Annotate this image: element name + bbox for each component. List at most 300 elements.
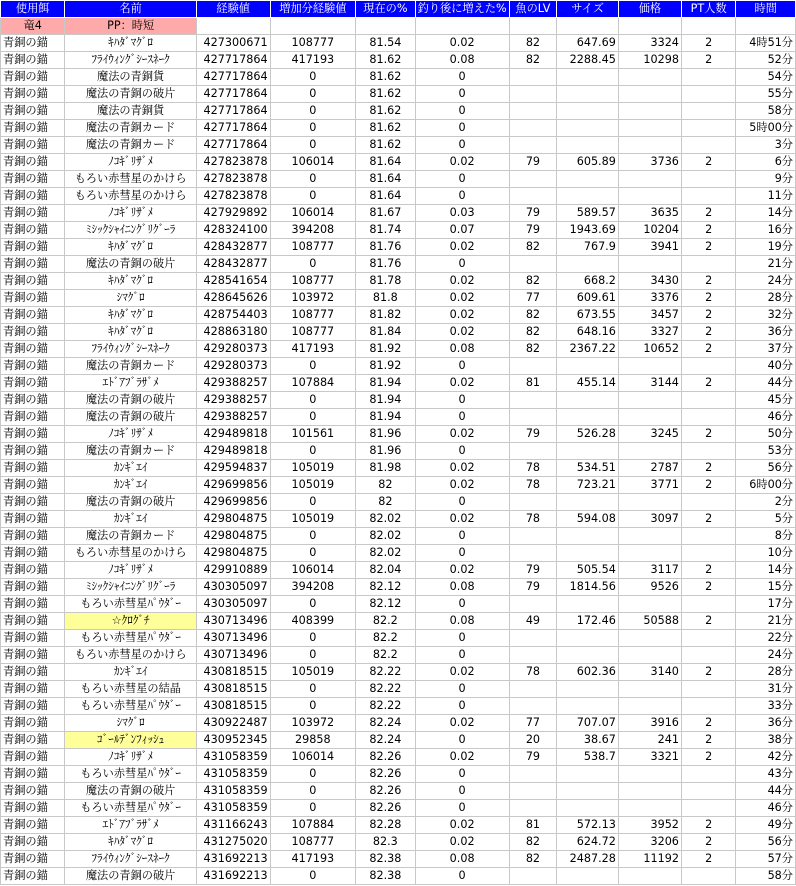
cell-fish-lv[interactable]: 77 [509, 290, 557, 307]
cell-name[interactable]: 魔法の青銅カード [65, 443, 196, 460]
cell-fish-lv[interactable]: 82 [509, 851, 557, 868]
cell-exp[interactable]: 428863180 [196, 324, 270, 341]
cell-exp-gain[interactable]: 0 [270, 137, 355, 154]
cell-time[interactable]: 28分 [736, 290, 796, 307]
cell-pt-count[interactable]: 2 [681, 35, 735, 52]
cell-time[interactable]: 5分 [736, 511, 796, 528]
cell-pct-gain[interactable]: 0.02 [415, 460, 509, 477]
cell-exp-gain[interactable]: 394208 [270, 222, 355, 239]
cell-pct-gain[interactable]: 0 [415, 86, 509, 103]
cell-size[interactable]: 767.9 [557, 239, 619, 256]
cell-exp[interactable]: 429388257 [196, 375, 270, 392]
cell-time[interactable]: 55分 [736, 86, 796, 103]
cell-pt-count[interactable]: 2 [681, 222, 735, 239]
cell-exp-gain[interactable]: 105019 [270, 477, 355, 494]
cell-name[interactable]: 魔法の青銅貨 [65, 103, 196, 120]
cell-fish-lv[interactable] [509, 698, 557, 715]
cell-name[interactable]: もろい赤彗星のかけら [65, 171, 196, 188]
cell-fish-lv[interactable] [509, 256, 557, 273]
cell-current-pct[interactable]: 81.54 [356, 35, 416, 52]
cell-bait[interactable]: 青銅の錨 [1, 494, 65, 511]
cell-exp-gain[interactable]: 105019 [270, 460, 355, 477]
cell-pt-count[interactable]: 2 [681, 477, 735, 494]
cell-exp-gain[interactable]: 0 [270, 358, 355, 375]
cell-exp[interactable]: 427717864 [196, 86, 270, 103]
cell-name[interactable]: ｷﾊﾀﾞﾏｸﾞﾛ [65, 307, 196, 324]
cell-bait[interactable]: 青銅の錨 [1, 749, 65, 766]
cell-exp-gain[interactable]: 0 [270, 630, 355, 647]
cell-exp[interactable]: 430818515 [196, 664, 270, 681]
cell-fish-lv[interactable] [509, 69, 557, 86]
cell-pct-gain[interactable]: 0 [415, 358, 509, 375]
cell-current-pct[interactable]: 82.26 [356, 783, 416, 800]
cell-time[interactable]: 46分 [736, 800, 796, 817]
cell-size[interactable]: 38.67 [557, 732, 619, 749]
cell-name[interactable]: ﾉｺｷﾞﾘｻﾞﾒ [65, 154, 196, 171]
cell-name[interactable]: ｶﾝｷﾞｴｲ [65, 477, 196, 494]
cell-price[interactable]: 3144 [618, 375, 681, 392]
cell-time[interactable]: 46分 [736, 409, 796, 426]
cell-name[interactable]: 魔法の青銅の破片 [65, 494, 196, 511]
cell-price[interactable] [618, 120, 681, 137]
cell-bait[interactable]: 青銅の錨 [1, 86, 65, 103]
cell-size[interactable]: 526.28 [557, 426, 619, 443]
cell-bait[interactable]: 青銅の錨 [1, 324, 65, 341]
cell-current-pct[interactable]: 82.22 [356, 681, 416, 698]
cell-size[interactable] [557, 647, 619, 664]
cell-fish-lv[interactable]: 82 [509, 52, 557, 69]
cell-exp[interactable]: 429594837 [196, 460, 270, 477]
cell-price[interactable] [618, 800, 681, 817]
cell-size[interactable]: 534.51 [557, 460, 619, 477]
cell-exp-gain[interactable]: 107884 [270, 375, 355, 392]
cell-price[interactable] [618, 868, 681, 885]
cell-exp-gain[interactable]: 107884 [270, 817, 355, 834]
cell-current-pct[interactable]: 82.04 [356, 562, 416, 579]
cell-time[interactable]: 50分 [736, 426, 796, 443]
cell-exp[interactable]: 429804875 [196, 545, 270, 562]
cell-exp-gain[interactable]: 0 [270, 868, 355, 885]
cell-exp[interactable]: 427717864 [196, 69, 270, 86]
cell-time[interactable]: 56分 [736, 834, 796, 851]
cell-name[interactable]: もろい赤彗星のかけら [65, 188, 196, 205]
cell-bait[interactable]: 青銅の錨 [1, 766, 65, 783]
cell-fish-lv[interactable]: 81 [509, 817, 557, 834]
header-exp[interactable]: 経験値 [196, 1, 270, 18]
cell[interactable] [557, 18, 619, 35]
cell-time[interactable]: 4時51分 [736, 35, 796, 52]
cell-name[interactable]: ﾉｺｷﾞﾘｻﾞﾒ [65, 205, 196, 222]
cell-exp[interactable]: 428754403 [196, 307, 270, 324]
header-bait[interactable]: 使用餌 [1, 1, 65, 18]
cell-exp-gain[interactable]: 108777 [270, 239, 355, 256]
cell-pt-count[interactable]: 2 [681, 749, 735, 766]
cell-bait[interactable]: 青銅の錨 [1, 307, 65, 324]
cell-pt-count[interactable] [681, 681, 735, 698]
cell-price[interactable] [618, 358, 681, 375]
cell-size[interactable] [557, 443, 619, 460]
cell-time[interactable]: 36分 [736, 324, 796, 341]
cell-exp[interactable]: 428432877 [196, 256, 270, 273]
cell-bait[interactable]: 青銅の錨 [1, 800, 65, 817]
cell-name[interactable]: ﾉｺｷﾞﾘｻﾞﾒ [65, 562, 196, 579]
cell-fish-lv[interactable] [509, 409, 557, 426]
cell-pt-count[interactable]: 2 [681, 426, 735, 443]
cell-pt-count[interactable] [681, 69, 735, 86]
cell-exp-gain[interactable]: 29858 [270, 732, 355, 749]
cell-pct-gain[interactable]: 0 [415, 545, 509, 562]
cell-time[interactable]: 19分 [736, 239, 796, 256]
sub-header-a[interactable]: 竜4 [1, 18, 65, 35]
cell-current-pct[interactable]: 82.28 [356, 817, 416, 834]
header-price[interactable]: 価格 [618, 1, 681, 18]
cell-pt-count[interactable] [681, 256, 735, 273]
cell-price[interactable]: 10298 [618, 52, 681, 69]
cell-fish-lv[interactable]: 78 [509, 511, 557, 528]
cell-size[interactable] [557, 120, 619, 137]
cell-current-pct[interactable]: 81.92 [356, 341, 416, 358]
cell-name[interactable]: 魔法の青銅の破片 [65, 86, 196, 103]
cell-pct-gain[interactable]: 0.02 [415, 273, 509, 290]
cell-pt-count[interactable] [681, 528, 735, 545]
cell-name[interactable]: ﾉｺｷﾞﾘｻﾞﾒ [65, 749, 196, 766]
cell-current-pct[interactable]: 82.26 [356, 749, 416, 766]
cell-current-pct[interactable]: 82 [356, 494, 416, 511]
cell-fish-lv[interactable] [509, 103, 557, 120]
cell-exp[interactable]: 430305097 [196, 596, 270, 613]
cell-fish-lv[interactable]: 79 [509, 749, 557, 766]
cell-exp[interactable]: 431058359 [196, 766, 270, 783]
cell-price[interactable]: 241 [618, 732, 681, 749]
cell-fish-lv[interactable] [509, 868, 557, 885]
cell-current-pct[interactable]: 81.8 [356, 290, 416, 307]
cell-fish-lv[interactable] [509, 86, 557, 103]
cell-exp[interactable]: 429280373 [196, 358, 270, 375]
cell-name[interactable]: ﾐｼｯｸｼｬｲﾆﾝｸﾞﾘｸﾞｰﾗ [65, 579, 196, 596]
cell-time[interactable]: 21分 [736, 256, 796, 273]
cell-exp-gain[interactable]: 0 [270, 409, 355, 426]
cell-price[interactable]: 3457 [618, 307, 681, 324]
cell-bait[interactable]: 青銅の錨 [1, 834, 65, 851]
cell-name[interactable]: 魔法の青銅の破片 [65, 256, 196, 273]
cell-pct-gain[interactable]: 0 [415, 256, 509, 273]
cell-pct-gain[interactable]: 0 [415, 766, 509, 783]
cell-price[interactable]: 3327 [618, 324, 681, 341]
cell-size[interactable]: 594.08 [557, 511, 619, 528]
cell-fish-lv[interactable]: 79 [509, 562, 557, 579]
cell-pct-gain[interactable]: 0 [415, 103, 509, 120]
cell-exp-gain[interactable]: 108777 [270, 273, 355, 290]
cell-size[interactable]: 624.72 [557, 834, 619, 851]
cell-name[interactable]: ﾉｺｷﾞﾘｻﾞﾒ [65, 426, 196, 443]
cell-name[interactable]: もろい赤彗星ﾊﾟｳﾀﾞｰ [65, 630, 196, 647]
cell-price[interactable]: 3430 [618, 273, 681, 290]
cell-bait[interactable]: 青銅の錨 [1, 681, 65, 698]
cell-bait[interactable]: 青銅の錨 [1, 375, 65, 392]
cell-exp-gain[interactable]: 417193 [270, 341, 355, 358]
cell-pct-gain[interactable]: 0.02 [415, 307, 509, 324]
cell-pt-count[interactable] [681, 630, 735, 647]
cell-exp[interactable]: 430818515 [196, 698, 270, 715]
cell-price[interactable]: 3941 [618, 239, 681, 256]
cell-size[interactable] [557, 137, 619, 154]
cell-current-pct[interactable]: 82.26 [356, 800, 416, 817]
cell-time[interactable]: 28分 [736, 664, 796, 681]
cell-pt-count[interactable] [681, 647, 735, 664]
cell[interactable] [618, 18, 681, 35]
cell-size[interactable]: 723.21 [557, 477, 619, 494]
cell-current-pct[interactable]: 82.2 [356, 613, 416, 630]
cell-time[interactable]: 44分 [736, 375, 796, 392]
cell-name[interactable]: 魔法の青銅カード [65, 528, 196, 545]
cell-name[interactable]: 魔法の青銅カード [65, 358, 196, 375]
cell-pt-count[interactable] [681, 766, 735, 783]
cell-exp-gain[interactable]: 0 [270, 443, 355, 460]
cell-bait[interactable]: 青銅の錨 [1, 783, 65, 800]
cell-fish-lv[interactable] [509, 392, 557, 409]
cell-exp[interactable]: 431058359 [196, 783, 270, 800]
cell-size[interactable] [557, 103, 619, 120]
cell-name[interactable]: 魔法の青銅の破片 [65, 409, 196, 426]
cell-time[interactable]: 3分 [736, 137, 796, 154]
cell-exp-gain[interactable]: 0 [270, 120, 355, 137]
cell-name[interactable]: 魔法の青銅カード [65, 120, 196, 137]
cell-bait[interactable]: 青銅の錨 [1, 137, 65, 154]
cell-pct-gain[interactable]: 0 [415, 528, 509, 545]
cell-pt-count[interactable] [681, 545, 735, 562]
cell-exp-gain[interactable]: 0 [270, 545, 355, 562]
cell-fish-lv[interactable]: 82 [509, 341, 557, 358]
cell-name[interactable]: 魔法の青銅貨 [65, 69, 196, 86]
cell-current-pct[interactable]: 82.24 [356, 715, 416, 732]
cell[interactable] [736, 18, 796, 35]
cell-time[interactable]: 15分 [736, 579, 796, 596]
cell-pct-gain[interactable]: 0.07 [415, 222, 509, 239]
cell-current-pct[interactable]: 82.02 [356, 511, 416, 528]
cell-current-pct[interactable]: 82.22 [356, 698, 416, 715]
cell-size[interactable] [557, 698, 619, 715]
cell-pct-gain[interactable]: 0.08 [415, 851, 509, 868]
cell-bait[interactable]: 青銅の錨 [1, 528, 65, 545]
cell-bait[interactable]: 青銅の錨 [1, 511, 65, 528]
cell-exp[interactable]: 429489818 [196, 443, 270, 460]
cell-pt-count[interactable]: 2 [681, 613, 735, 630]
cell-current-pct[interactable]: 81.94 [356, 375, 416, 392]
cell-exp-gain[interactable]: 0 [270, 171, 355, 188]
cell-time[interactable]: 2分 [736, 494, 796, 511]
cell-pt-count[interactable]: 2 [681, 307, 735, 324]
cell-size[interactable] [557, 868, 619, 885]
cell-size[interactable]: 605.89 [557, 154, 619, 171]
header-exp-gain[interactable]: 増加分経験値 [270, 1, 355, 18]
cell-name[interactable]: ｷﾊﾀﾞﾏｸﾞﾛ [65, 273, 196, 290]
cell-size[interactable]: 2367.22 [557, 341, 619, 358]
cell-pt-count[interactable]: 2 [681, 52, 735, 69]
cell-pt-count[interactable]: 2 [681, 664, 735, 681]
cell-bait[interactable]: 青銅の錨 [1, 613, 65, 630]
cell-time[interactable]: 44分 [736, 783, 796, 800]
cell-current-pct[interactable]: 81.64 [356, 171, 416, 188]
sub-header-b[interactable]: PP：時短 [65, 18, 196, 35]
cell-exp-gain[interactable]: 0 [270, 528, 355, 545]
cell-exp-gain[interactable]: 0 [270, 766, 355, 783]
cell-size[interactable] [557, 800, 619, 817]
cell-pt-count[interactable]: 2 [681, 460, 735, 477]
cell-bait[interactable]: 青銅の錨 [1, 273, 65, 290]
cell-time[interactable]: 24分 [736, 647, 796, 664]
cell-price[interactable]: 3736 [618, 154, 681, 171]
cell-exp-gain[interactable]: 0 [270, 800, 355, 817]
cell-current-pct[interactable]: 81.62 [356, 69, 416, 86]
cell-pct-gain[interactable]: 0.02 [415, 239, 509, 256]
cell-fish-lv[interactable] [509, 630, 557, 647]
cell-price[interactable]: 3140 [618, 664, 681, 681]
cell-price[interactable] [618, 256, 681, 273]
cell-bait[interactable]: 青銅の錨 [1, 630, 65, 647]
cell-pct-gain[interactable]: 0.02 [415, 290, 509, 307]
cell-price[interactable] [618, 647, 681, 664]
cell-bait[interactable]: 青銅の錨 [1, 120, 65, 137]
cell-fish-lv[interactable] [509, 528, 557, 545]
cell-time[interactable]: 32分 [736, 307, 796, 324]
cell-time[interactable]: 58分 [736, 103, 796, 120]
cell-exp[interactable]: 429388257 [196, 392, 270, 409]
cell-current-pct[interactable]: 82.22 [356, 664, 416, 681]
cell-size[interactable]: 707.07 [557, 715, 619, 732]
cell-pt-count[interactable]: 2 [681, 273, 735, 290]
cell-current-pct[interactable]: 82.12 [356, 579, 416, 596]
cell-name[interactable]: もろい赤彗星ﾊﾟｳﾀﾞｰ [65, 800, 196, 817]
cell-exp-gain[interactable]: 0 [270, 494, 355, 511]
cell-size[interactable]: 668.2 [557, 273, 619, 290]
cell-pt-count[interactable] [681, 188, 735, 205]
cell-exp-gain[interactable]: 106014 [270, 205, 355, 222]
cell-size[interactable]: 2487.28 [557, 851, 619, 868]
cell-name[interactable]: もろい赤彗星ﾊﾟｳﾀﾞｰ [65, 698, 196, 715]
cell-exp-gain[interactable]: 108777 [270, 307, 355, 324]
cell-name[interactable]: ｴﾄﾞｱﾌﾞﾗｻﾞﾒ [65, 817, 196, 834]
cell-pt-count[interactable] [681, 120, 735, 137]
cell-pct-gain[interactable]: 0 [415, 783, 509, 800]
cell-exp[interactable]: 431692213 [196, 851, 270, 868]
cell-name[interactable]: 魔法の青銅の破片 [65, 868, 196, 885]
cell-exp[interactable]: 429699856 [196, 494, 270, 511]
cell-exp-gain[interactable]: 0 [270, 103, 355, 120]
cell-fish-lv[interactable] [509, 783, 557, 800]
cell-exp-gain[interactable]: 103972 [270, 715, 355, 732]
cell-pt-count[interactable] [681, 494, 735, 511]
cell-time[interactable]: 45分 [736, 392, 796, 409]
cell-size[interactable]: 602.36 [557, 664, 619, 681]
cell-time[interactable]: 38分 [736, 732, 796, 749]
cell-exp-gain[interactable]: 0 [270, 86, 355, 103]
cell-exp[interactable]: 427717864 [196, 52, 270, 69]
cell-exp[interactable]: 428324100 [196, 222, 270, 239]
cell-exp[interactable]: 428645626 [196, 290, 270, 307]
cell-fish-lv[interactable]: 82 [509, 239, 557, 256]
cell-pt-count[interactable] [681, 392, 735, 409]
cell-pct-gain[interactable]: 0.02 [415, 375, 509, 392]
cell-time[interactable]: 57分 [736, 851, 796, 868]
cell-bait[interactable]: 青銅の錨 [1, 341, 65, 358]
cell-bait[interactable]: 青銅の錨 [1, 205, 65, 222]
cell-price[interactable]: 3771 [618, 477, 681, 494]
cell-fish-lv[interactable] [509, 443, 557, 460]
cell-time[interactable]: 54分 [736, 69, 796, 86]
cell-current-pct[interactable]: 82.12 [356, 596, 416, 613]
cell-pct-gain[interactable]: 0 [415, 732, 509, 749]
cell-bait[interactable]: 青銅の錨 [1, 477, 65, 494]
cell-bait[interactable]: 青銅の錨 [1, 35, 65, 52]
cell-pt-count[interactable]: 2 [681, 851, 735, 868]
cell-fish-lv[interactable] [509, 596, 557, 613]
cell-price[interactable] [618, 681, 681, 698]
cell-size[interactable] [557, 494, 619, 511]
cell-current-pct[interactable]: 81.96 [356, 443, 416, 460]
cell-price[interactable] [618, 171, 681, 188]
cell-fish-lv[interactable]: 79 [509, 205, 557, 222]
cell-pct-gain[interactable]: 0.02 [415, 817, 509, 834]
cell-fish-lv[interactable]: 82 [509, 35, 557, 52]
cell-exp[interactable]: 430713496 [196, 613, 270, 630]
cell-exp[interactable]: 430713496 [196, 647, 270, 664]
cell-bait[interactable]: 青銅の錨 [1, 392, 65, 409]
cell-fish-lv[interactable]: 82 [509, 834, 557, 851]
cell-name[interactable]: ☆ｸﾛｸﾞﾁ [65, 613, 196, 630]
cell-exp[interactable]: 427717864 [196, 120, 270, 137]
cell-exp[interactable]: 429280373 [196, 341, 270, 358]
cell-price[interactable]: 3245 [618, 426, 681, 443]
cell-name[interactable]: ｶﾝｷﾞｴｲ [65, 511, 196, 528]
cell-time[interactable]: 17分 [736, 596, 796, 613]
cell-time[interactable]: 24分 [736, 273, 796, 290]
header-size[interactable]: サイズ [557, 1, 619, 18]
cell-size[interactable] [557, 171, 619, 188]
cell-exp-gain[interactable]: 0 [270, 188, 355, 205]
cell[interactable] [270, 18, 355, 35]
cell-pct-gain[interactable]: 0.02 [415, 324, 509, 341]
cell-price[interactable]: 3916 [618, 715, 681, 732]
cell-fish-lv[interactable]: 79 [509, 579, 557, 596]
cell-price[interactable]: 9526 [618, 579, 681, 596]
cell[interactable] [356, 18, 416, 35]
cell-pt-count[interactable] [681, 596, 735, 613]
cell-time[interactable]: 52分 [736, 52, 796, 69]
cell-pct-gain[interactable]: 0 [415, 171, 509, 188]
cell-exp[interactable]: 430713496 [196, 630, 270, 647]
cell-price[interactable] [618, 698, 681, 715]
cell-pct-gain[interactable]: 0 [415, 698, 509, 715]
cell[interactable] [509, 18, 557, 35]
cell-bait[interactable]: 青銅の錨 [1, 443, 65, 460]
cell-pct-gain[interactable]: 0.02 [415, 426, 509, 443]
cell-price[interactable] [618, 188, 681, 205]
cell-name[interactable]: ｼﾏｸﾞﾛ [65, 715, 196, 732]
cell-size[interactable] [557, 392, 619, 409]
cell-pct-gain[interactable]: 0.02 [415, 562, 509, 579]
cell-name[interactable]: ｷﾊﾀﾞﾏｸﾞﾛ [65, 834, 196, 851]
cell-exp[interactable]: 428432877 [196, 239, 270, 256]
cell-size[interactable]: 1814.56 [557, 579, 619, 596]
cell-bait[interactable]: 青銅の錨 [1, 579, 65, 596]
cell-exp-gain[interactable]: 394208 [270, 579, 355, 596]
cell-name[interactable]: ｴﾄﾞｱﾌﾞﾗｻﾞﾒ [65, 375, 196, 392]
cell-fish-lv[interactable]: 79 [509, 222, 557, 239]
cell-bait[interactable]: 青銅の錨 [1, 851, 65, 868]
cell-fish-lv[interactable] [509, 766, 557, 783]
cell-exp[interactable]: 427717864 [196, 137, 270, 154]
cell-pt-count[interactable]: 2 [681, 834, 735, 851]
